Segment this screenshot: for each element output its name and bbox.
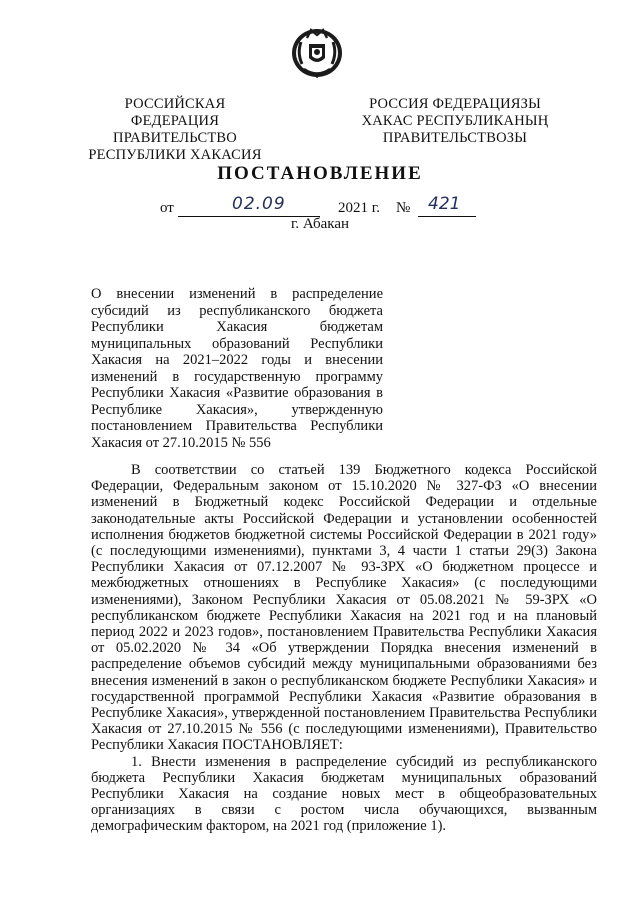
body-paragraph-preamble: В соответствии со статьей 139 Бюджетного кодекса Российской Федерации, Федеральным законом от 15.10.2020 № 327-ФЗ «О внесении изменений в Бюджетный кодекс Российской Федерации и отдельные законодательные акты Российской Федерации и установлении особенностей исполнения бюджетов бюджетной системы Российской Федерации в 2021 году» (с последующими изменениями), пунктами 3, 4 части 1 статьи 29(3) Закона Республики Хакасия от 07.12.2007 № 93-ЗРХ «О бюджетном процессе и межбюджетных отношениях в Республике Хакасия» (с последующими изменениями), Законом Республики Хакасия от 05.08.2021 № 59-ЗРХ «О республиканском бюджете Республики Хакасия на 2021 год и на плановый период 2022 и 2023 годов», постановлением Правительства Республики Хакасия от 05.02.2020 № 34 «Об утверждении Порядка внесения изменений в распределение объемов субсидий между муниципальными образованиями без внесения изменений в закон о республиканском бюджете Республики Хакасия» и государственной программой Республики Хакасия «Развитие образования в Республике Хакасия», утвержденной постановлением Правительства Республики Хакасия от 27.10.2015 № 556 (с последующими изменениями), Правительство Республики Хакасия ПОСТАНОВЛЯЕТ: <box>91 462 597 754</box>
body-paragraph-item-1: 1. Внести изменения в распределение субсидий из республиканского бюджета Республики Хакасия бюджетам муниципальных образований Республики Хакасия на создание новых мест в общеобразовательных организациях в связи с ростом числа обучающихся, вызванным демографическим фактором, на 2021 год (приложение 1). <box>91 753 597 835</box>
city-label: г. Абакан <box>290 216 350 232</box>
subject-heading: О внесении изменений в распределение субсидий из республиканского бюджета Республики Хакасия бюджетам муниципальных образований Республики Хакасия на 2021–2022 годы и внесении изменений в государственную программу Республики Хакасия «Развитие образования в Республике Хакасия», утвержденную постановлением Правительства Республики Хакасия от 27.10.2015 № 556 <box>91 286 383 451</box>
handwritten-number: 421 <box>428 194 461 214</box>
handwritten-date: 02.09 <box>232 194 286 214</box>
issuer-russian <box>80 96 270 164</box>
issuer-khakas-line-3: ПРАВИТЕЛЬСТВОЗЫ <box>382 130 528 146</box>
issuer-khakas-line-1: РОССИЯ ФЕДЕРАЦИЯЗЫ <box>369 96 541 112</box>
document-title: ПОСТАНОВЛЕНИЕ <box>217 163 423 184</box>
date-prefix: от <box>160 200 174 216</box>
document-body <box>91 462 597 835</box>
issuer-russian-line-1: РОССИЙСКАЯ ФЕДЕРАЦИЯ <box>124 96 226 129</box>
year-label: 2021 г. <box>338 200 380 216</box>
issuer-khakas <box>360 96 550 147</box>
issuer-russian-line-2: ПРАВИТЕЛЬСТВО <box>113 130 237 146</box>
issuer-khakas-line-2: ХАКАС РЕСПУБЛИКАНЫҢ <box>361 113 549 129</box>
number-sign: № <box>396 200 411 216</box>
coat-of-arms-emblem <box>287 22 347 80</box>
issuer-russian-line-3: РЕСПУБЛИКИ ХАКАСИЯ <box>88 147 262 163</box>
date-number-line <box>160 196 500 218</box>
